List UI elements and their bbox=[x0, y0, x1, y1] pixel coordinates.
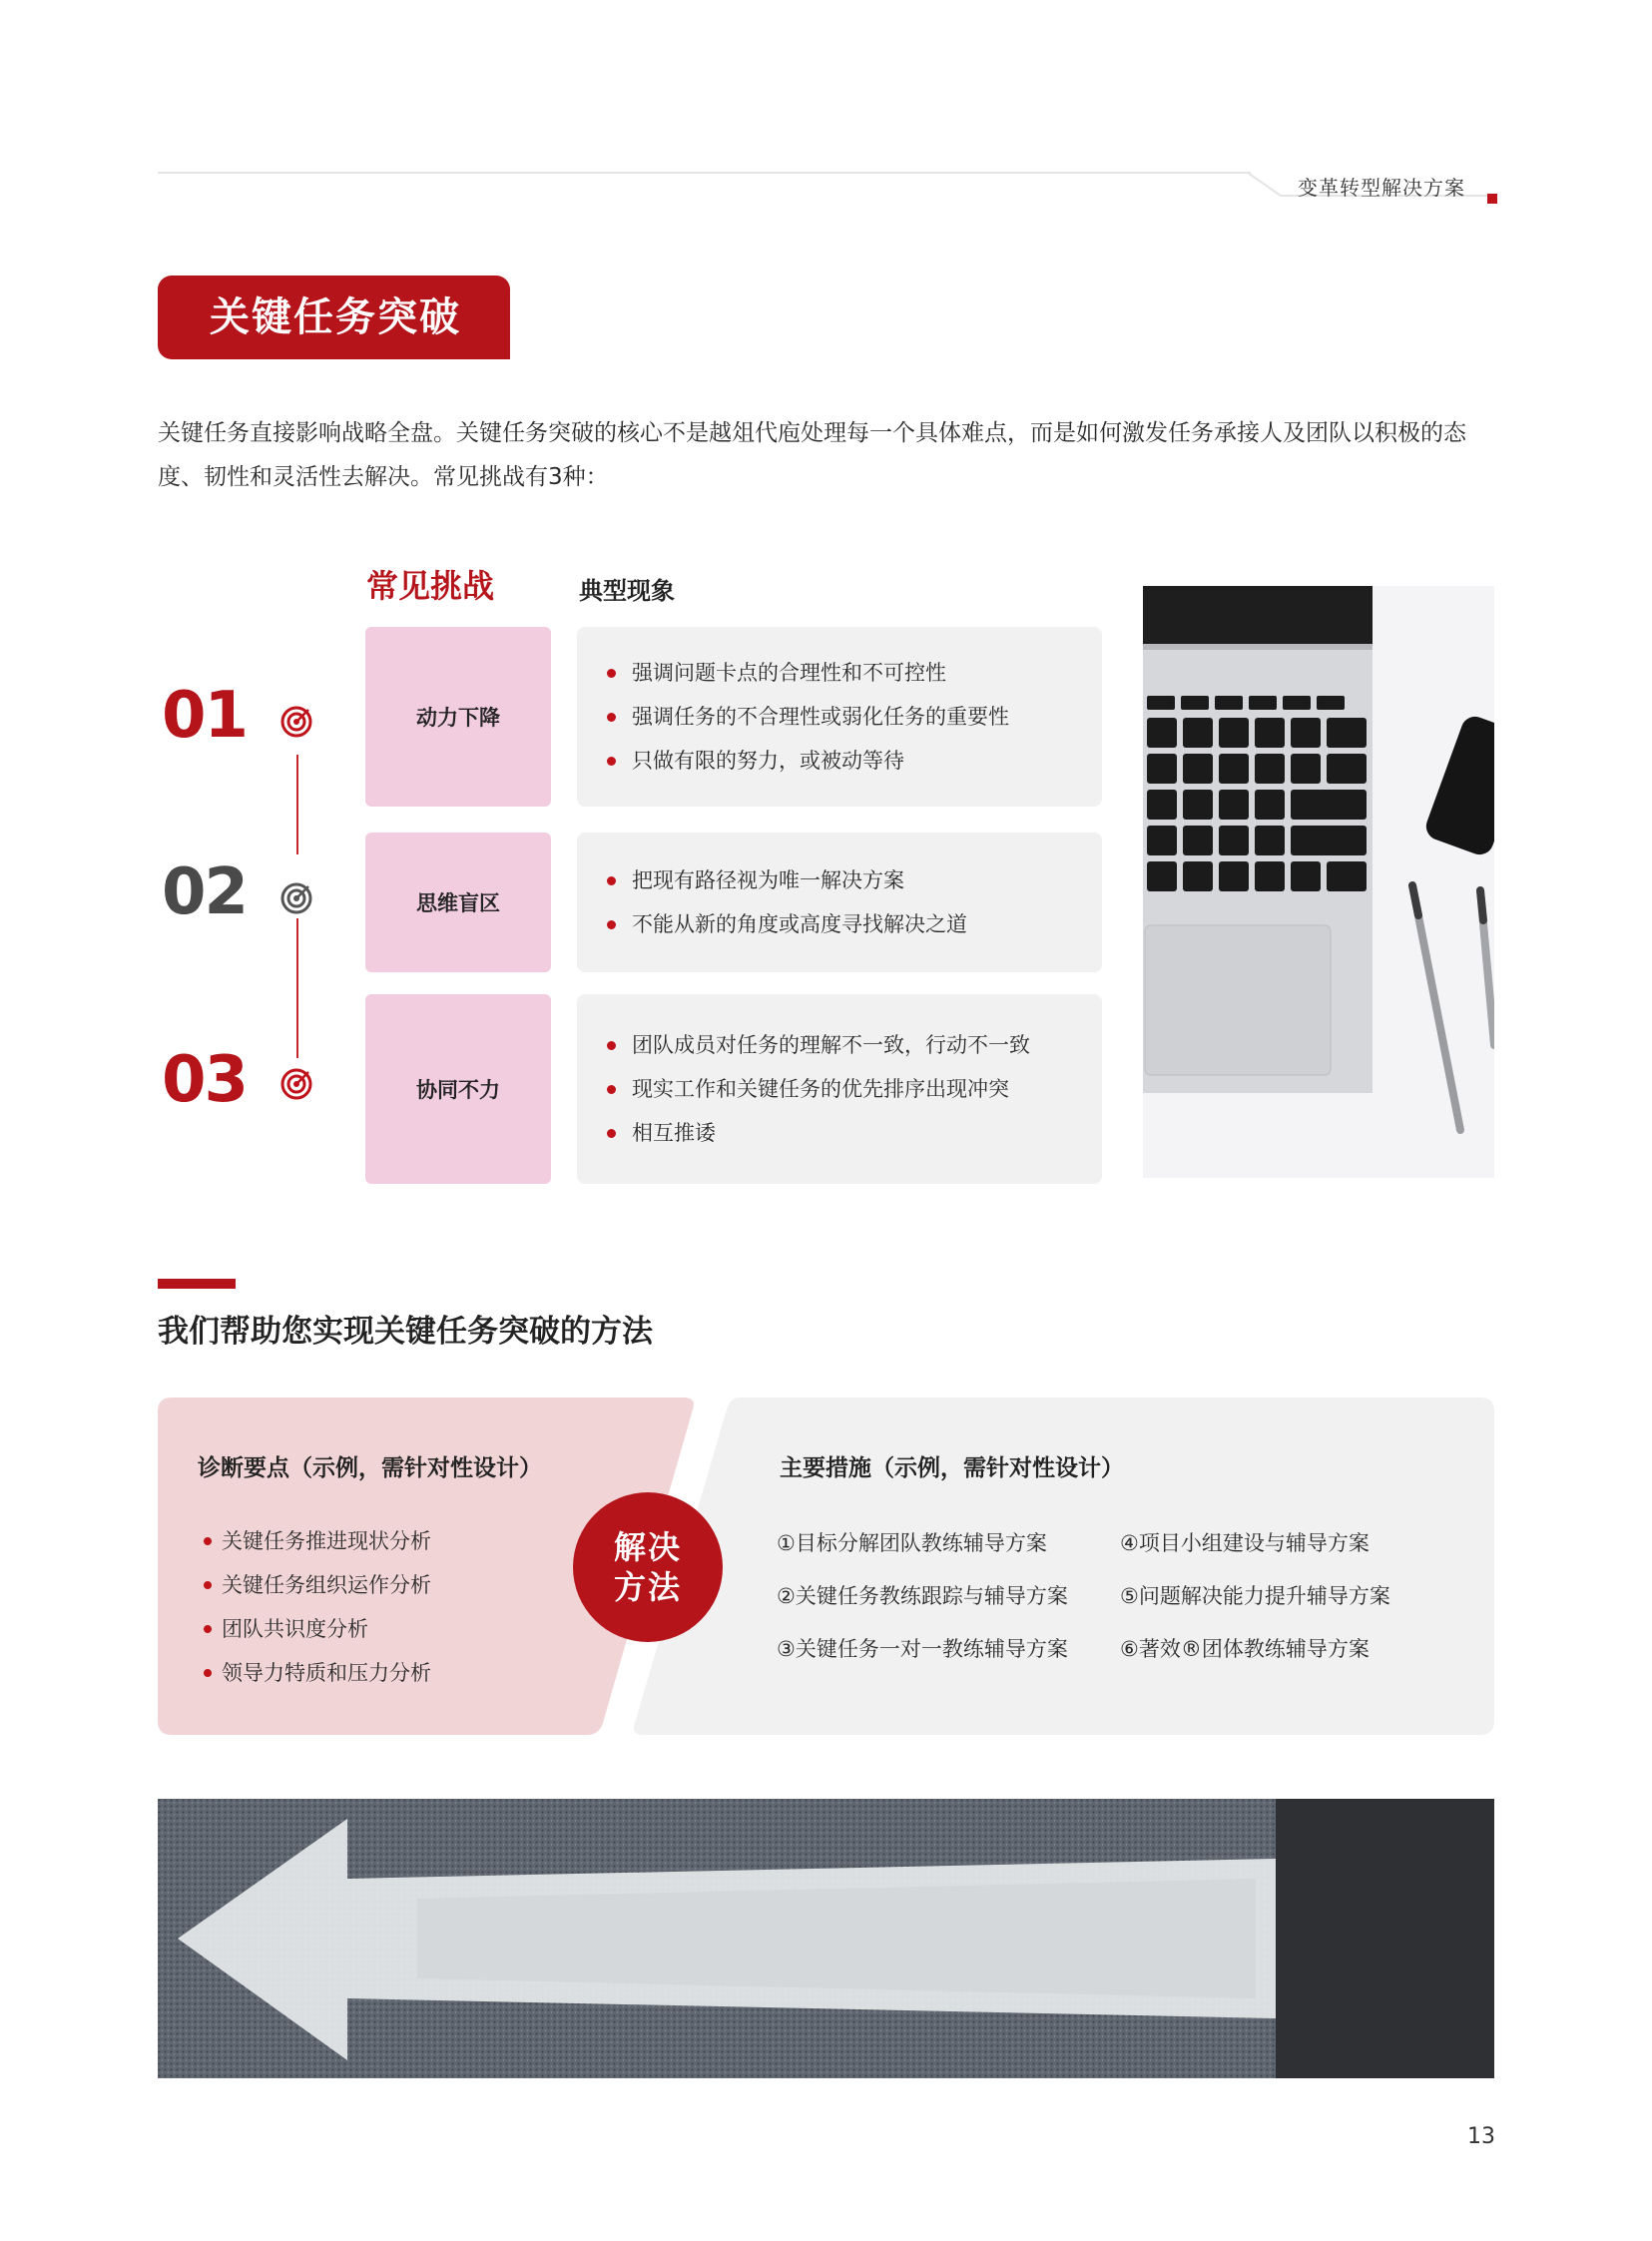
bullet-icon bbox=[607, 920, 616, 929]
header-accent-square bbox=[1487, 194, 1497, 204]
list-item: 现实工作和关键任务的优先排序出现冲突 bbox=[607, 1067, 1102, 1111]
list-item: 相互推诿 bbox=[607, 1111, 1102, 1155]
column-header-challenge: 常见挑战 bbox=[366, 567, 495, 605]
bullet-icon bbox=[607, 713, 616, 722]
section-accent-bar bbox=[158, 1279, 236, 1289]
phenomena-box-2 bbox=[577, 833, 1102, 972]
bullet-icon bbox=[607, 757, 616, 766]
connector-line bbox=[296, 755, 298, 854]
header-rule-slant bbox=[1247, 172, 1281, 197]
laptop-photo bbox=[1143, 586, 1494, 1178]
phenomena-box-3 bbox=[577, 994, 1102, 1184]
list-item: 把现有路径视为唯一解决方案 bbox=[607, 858, 1102, 902]
road-arrow-photo bbox=[158, 1799, 1494, 2078]
challenge-box-1 bbox=[365, 627, 551, 807]
connector-line bbox=[296, 918, 298, 1058]
bullet-icon bbox=[607, 876, 616, 885]
method-title: 我们帮助您实现关键任务突破的方法 bbox=[158, 1314, 653, 1350]
challenge-label: 动力下降 bbox=[416, 706, 500, 730]
row-number-02: 02 bbox=[162, 855, 248, 929]
bullet-icon bbox=[607, 669, 616, 678]
header-rule bbox=[158, 172, 1251, 174]
challenge-label: 思维盲区 bbox=[416, 891, 500, 915]
bullet-icon bbox=[204, 1625, 212, 1633]
list-item: 不能从新的角度或高度寻找解决之道 bbox=[607, 902, 1102, 946]
list-item: 领导力特质和压力分析 bbox=[204, 1651, 431, 1695]
circle-line-2: 方法 bbox=[613, 1568, 682, 1606]
bullet-icon bbox=[607, 1129, 616, 1138]
list-item: 关键任务组织运作分析 bbox=[204, 1563, 431, 1607]
challenge-box-2 bbox=[365, 833, 551, 972]
challenge-box-3 bbox=[365, 994, 551, 1184]
challenge-label: 协同不力 bbox=[416, 1078, 500, 1102]
bullet-icon bbox=[204, 1581, 212, 1589]
list-item: ④项目小组建设与辅导方案 bbox=[1120, 1531, 1370, 1555]
diagnosis-list bbox=[204, 1519, 431, 1695]
intro-paragraph: 关键任务直接影响战略全盘。关键任务突破的核心不是越俎代庖处理每一个具体难点，而是如何激发任务承接人及团队以积极的态度、韧性和灵活性去解决。常见挑战有3种： bbox=[158, 420, 1466, 490]
bullet-icon bbox=[607, 1041, 616, 1050]
target-icon bbox=[280, 882, 312, 914]
measures-column-1 bbox=[777, 1517, 1068, 1676]
diagnosis-title: 诊断要点（示例，需针对性设计） bbox=[198, 1455, 542, 1481]
header-title: 变革转型解决方案 bbox=[1298, 176, 1465, 200]
list-item: 团队成员对任务的理解不一致，行动不一致 bbox=[607, 1023, 1102, 1067]
list-item: 团队共识度分析 bbox=[204, 1607, 431, 1651]
list-item: ⑥著效®团体教练辅导方案 bbox=[1120, 1637, 1370, 1661]
page-number: 13 bbox=[1467, 2124, 1495, 2149]
circle-line-1: 解决 bbox=[613, 1528, 682, 1566]
list-item: 强调任务的不合理性或弱化任务的重要性 bbox=[607, 695, 1102, 739]
target-icon bbox=[280, 1068, 312, 1100]
bullet-icon bbox=[204, 1537, 212, 1545]
list-item: ③关键任务一对一教练辅导方案 bbox=[777, 1637, 1068, 1661]
column-header-phenomena: 典型现象 bbox=[579, 577, 675, 605]
row-number-01: 01 bbox=[162, 679, 248, 753]
list-item: ②关键任务教练跟踪与辅导方案 bbox=[777, 1584, 1068, 1608]
list-item: 关键任务推进现状分析 bbox=[204, 1519, 431, 1563]
measures-title: 主要措施（示例，需针对性设计） bbox=[780, 1455, 1124, 1481]
list-item: ①目标分解团队教练辅导方案 bbox=[777, 1531, 1047, 1555]
list-item: 强调问题卡点的合理性和不可控性 bbox=[607, 651, 1102, 695]
solution-circle bbox=[573, 1492, 723, 1642]
target-icon bbox=[280, 706, 312, 738]
bullet-icon bbox=[204, 1669, 212, 1677]
list-item: ⑤问题解决能力提升辅导方案 bbox=[1120, 1584, 1390, 1608]
row-number-03: 03 bbox=[162, 1043, 248, 1117]
measures-column-2 bbox=[1120, 1517, 1390, 1676]
bullet-icon bbox=[607, 1085, 616, 1094]
list-item: 只做有限的努力，或被动等待 bbox=[607, 739, 1102, 783]
section-title: 关键任务突破 bbox=[158, 276, 510, 359]
phenomena-box-1 bbox=[577, 627, 1102, 807]
